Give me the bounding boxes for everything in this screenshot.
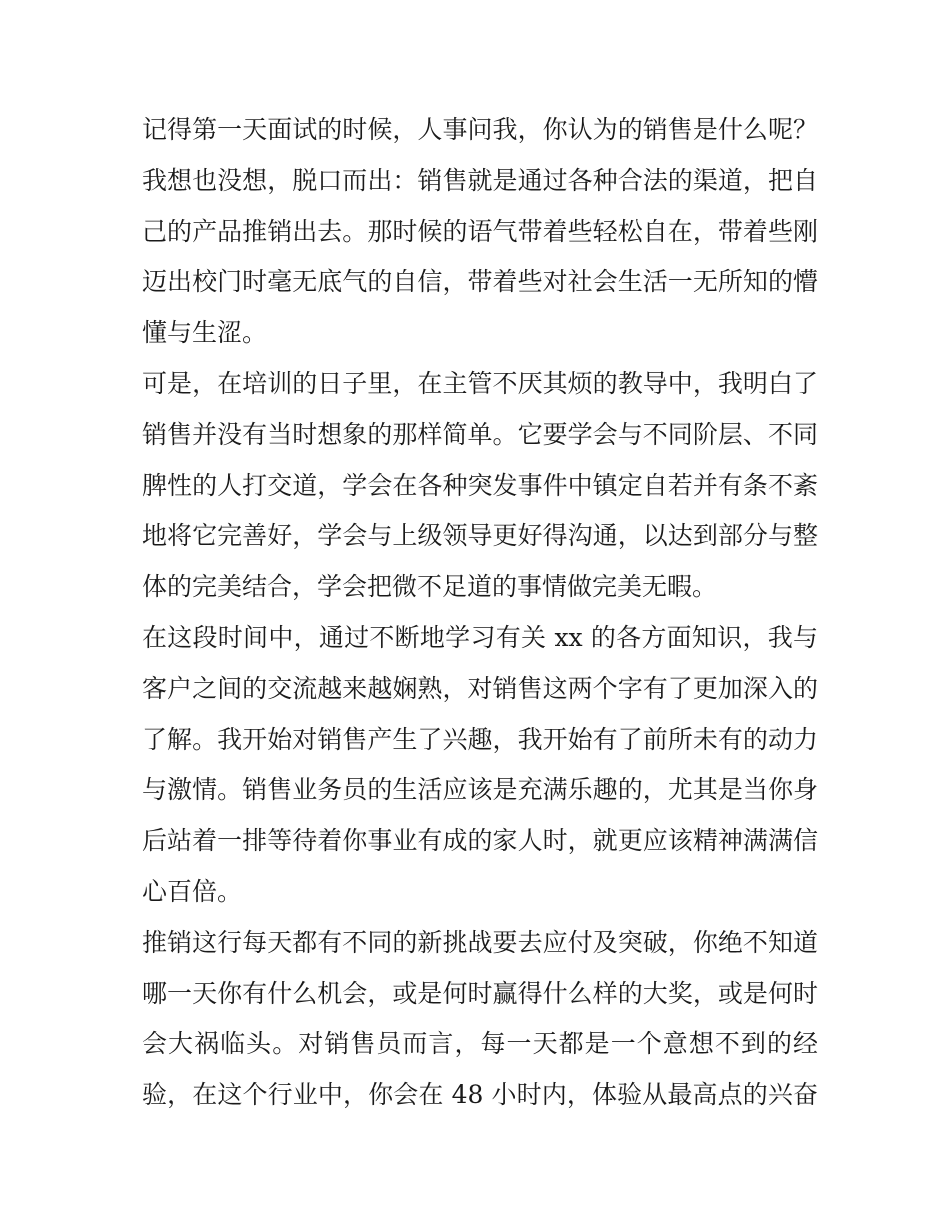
text-line: 后站着一排等待着你事业有成的家人时，就更应该精神满满信 bbox=[142, 826, 818, 856]
text-line: 我想也没想，脱口而出：销售就是通过各种合法的渠道，把自 bbox=[142, 165, 818, 195]
text-line: 与激情。销售业务员的生活应该是充满乐趣的，尤其是当你身 bbox=[142, 775, 818, 805]
paragraph-3 bbox=[142, 613, 818, 918]
text-line: 客户之间的交流越来越娴熟，对销售这两个字有了更加深入的 bbox=[142, 673, 818, 703]
paragraph-2 bbox=[142, 359, 818, 613]
document-body bbox=[142, 105, 818, 1121]
text-line: 会大祸临头。对销售员而言，每一天都是一个意想不到的经 bbox=[142, 1029, 818, 1059]
text-line: 心百倍。 bbox=[142, 876, 243, 906]
text-line: 验，在这个行业中，你会在 48 小时内，体验从最高点的兴奋 bbox=[142, 1080, 818, 1110]
text-line: 可是，在培训的日子里，在主管不厌其烦的教导中，我明白了 bbox=[142, 368, 818, 398]
text-line: 地将它完善好，学会与上级领导更好得沟通，以达到部分与整 bbox=[142, 521, 818, 551]
text-line: 脾性的人打交道，学会在各种突发事件中镇定自若并有条不紊 bbox=[142, 470, 818, 500]
text-line: 销售并没有当时想象的那样简单。它要学会与不同阶层、不同 bbox=[142, 419, 818, 449]
text-line: 体的完美结合，学会把微不足道的事情做完美无暇。 bbox=[142, 572, 718, 602]
text-line: 记得第一天面试的时候，人事问我，你认为的销售是什么呢？ bbox=[142, 115, 818, 144]
text-line: 懂与生涩。 bbox=[142, 318, 268, 348]
text-line: 哪一天你有什么机会，或是何时赢得什么样的大奖，或是何时 bbox=[142, 978, 818, 1008]
text-line: 了解。我开始对销售产生了兴趣，我开始有了前所未有的动力 bbox=[142, 724, 818, 754]
text-line: 迈出校门时毫无底气的自信，带着些对社会生活一无所知的懵 bbox=[142, 267, 818, 297]
text-line: 推销这行每天都有不同的新挑战要去应付及突破，你绝不知道 bbox=[142, 927, 818, 957]
paragraph-1 bbox=[142, 105, 818, 359]
text-line: 在这段时间中，通过不断地学习有关 xx 的各方面知识，我与 bbox=[142, 622, 818, 652]
paragraph-4 bbox=[142, 918, 818, 1121]
text-line: 己的产品推销出去。那时候的语气带着些轻松自在，带着些刚 bbox=[142, 216, 818, 246]
